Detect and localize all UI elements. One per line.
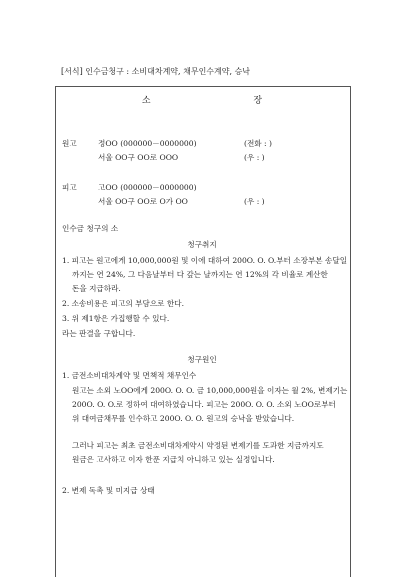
claim-cause-p2-line2: 원금은 고사하고 이자 한푼 지급치 아니하고 있는 실정입니다. [72,455,275,464]
claim-purpose-item3: 3. 위 제1항은 가집행할 수 있다. [62,314,170,323]
defendant-address-row [62,197,265,207]
defendant-address: 서울 OO구 OO로 O가 OO [98,197,188,206]
plaintiff-postal: (우 : ) [244,153,265,162]
claim-purpose-closing: 라는 판결을 구합니다. [62,329,136,338]
document-title: 소 장 [141,96,313,106]
plaintiff-name: 정OO (000000－0000000) [98,139,197,148]
claim-cause-section1-title: 1. 금전소비대차계약 및 면책적 채무인수 [62,371,197,380]
claim-cause-section2-title: 2. 변제 독촉 및 미지급 상태 [62,486,155,495]
defendant-label: 피고 [62,183,77,192]
claim-cause-s1-line2: 200O. O. O.로 정하여 대여하였습니다. 피고는 200O. O. O. 소외 노OO로부터 [72,400,336,409]
claim-purpose-item2: 2. 소송비용은 피고의 부담으로 한다. [62,299,185,308]
claim-purpose-item1-line3: 돈을 지급하라. [72,284,121,293]
claim-cause-p2-line1: 그러나 피고는 최초 금전소비대차계약시 약정된 변제기를 도과한 지금까지도 [72,441,324,450]
plaintiff-name-row [62,139,272,149]
form-caption: [서식] 인수금청구 : 소비대차계약, 채무인수계약, 승낙 [61,67,251,76]
claim-cause-heading: 청구원인 [187,355,217,364]
defendant-name-row [62,183,244,193]
plaintiff-label: 원고 [62,139,77,148]
claim-cause-s1-line3: 위 대여금채무를 인수하고 200O. O. O. 원고의 승낙을 받았습니다. [72,414,295,423]
case-name: 인수금 청구의 소 [62,224,119,233]
plaintiff-phone: (전화 : ) [244,139,272,148]
claim-cause-s1-line1: 원고는 소외 노OO에게 200O. O. O. 금 10,000,000원을 이자는 월 2%, 변제기는 [72,386,348,395]
claim-purpose-item1-line2: 까지는 연 24%, 그 다음날부터 다 갚는 날까지는 연 12%의 각 비율로 계산한 [72,270,328,279]
defendant-name: 고OO (000000－0000000) [98,183,197,192]
claim-purpose-heading: 청구취지 [187,240,217,249]
claim-purpose-item1-line1: 1. 피고는 원고에게 10,000,000원 및 이에 대하여 200O. O. O.부터 소장부본 송달일 [62,256,348,265]
plaintiff-address: 서울 OO구 OO로 OOO [98,153,179,162]
plaintiff-address-row [62,153,265,163]
defendant-postal: (우 : ) [244,197,265,206]
